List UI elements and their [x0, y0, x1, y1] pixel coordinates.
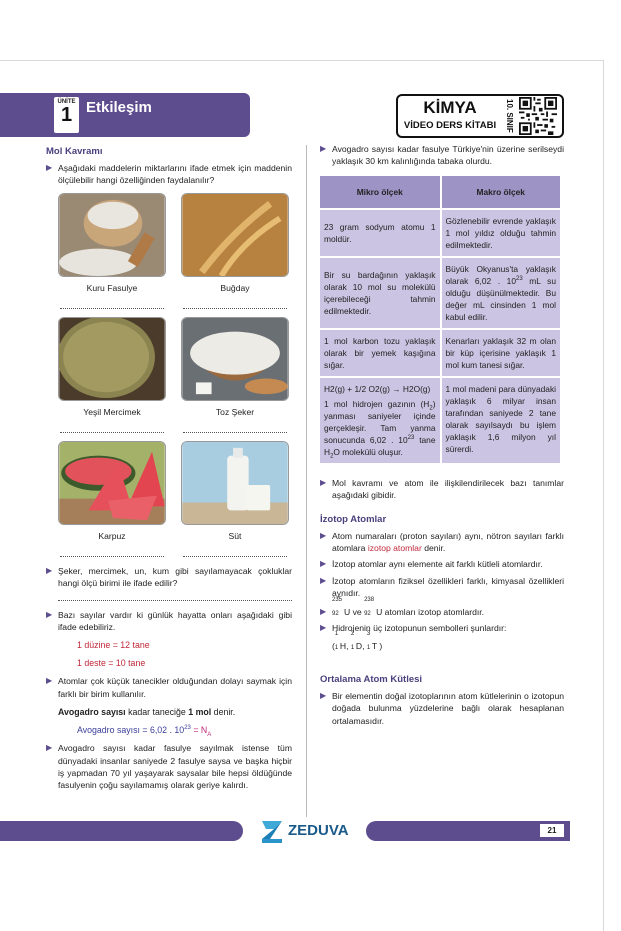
isotope-point-2: [320, 558, 564, 570]
answer-line[interactable]: [60, 308, 164, 309]
image-grid: [58, 193, 292, 565]
image-bugday: [181, 193, 289, 277]
isotope-point-4: ▶ 235 92 U ve 238 92 U atomları izotop atomlardır.: [320, 600, 564, 622]
table-row: [320, 257, 561, 329]
def-bold-mol: 1 mol: [188, 707, 212, 718]
grid-item: [181, 317, 289, 441]
paragraph-beans-text: Avogadro sayısı kadar fasulye sayılmak istense tüm dünyadaki insanlar saniyede 2 fasulye saysa ve başka hiçbir iş yapmadan 70 yıl yaşayarak saysalar bile hepsi öldüğünde fasulyenin çoğu sayılamamış olarak geriye kalırdı.: [58, 743, 292, 791]
uranium-235: 235 92: [332, 596, 343, 617]
question-1: [46, 162, 292, 187]
zeduva-logo: [258, 818, 358, 844]
caption-sut: Süt: [228, 530, 242, 541]
logo-text: ZEDUVA: [288, 822, 349, 839]
cell-text-d: O molekülü oluşur.: [333, 446, 403, 457]
image-toz-seker: [181, 317, 289, 401]
section-title-mol: Mol Kavramı: [46, 146, 103, 157]
avogadro-sub: A: [207, 732, 212, 738]
bullet-icon: ▶: [320, 606, 327, 616]
answer-line[interactable]: [58, 600, 292, 601]
bullet-icon: ▶: [46, 743, 53, 753]
grid-item: [181, 441, 289, 565]
grid-item: [58, 193, 166, 317]
qr-code-icon[interactable]: [518, 97, 558, 135]
iso1-highlight: izotop atomlar: [367, 543, 422, 554]
table-header-row: [320, 176, 561, 209]
answer-line[interactable]: [183, 432, 287, 433]
bullet-icon: ▶: [320, 575, 327, 585]
answer-line[interactable]: [183, 556, 287, 557]
header-makro: Makro ölçek: [441, 176, 562, 209]
bullet-icon: ▶: [320, 691, 327, 701]
unit-number: 1: [60, 104, 73, 126]
table-row: [320, 329, 561, 377]
cell-text-c: tane H: [324, 434, 436, 457]
iso4-tail: atomları izotop atomlardır.: [382, 606, 485, 617]
isotope-point-3: [320, 575, 564, 600]
equation-duzine: 1 düzine = 12 tane: [77, 640, 150, 651]
cell-exponent: 23: [407, 435, 415, 442]
header-mikro: Mikro ölçek: [320, 176, 441, 209]
brand-box: [396, 94, 564, 138]
cell-text-a: Büyük Okyanus'ta yaklaşık olarak 6,02 . 10: [445, 263, 556, 286]
left-column: [46, 146, 292, 792]
table-cell: 1 mol karbon tozu yaklaşık olarak bir yemek kaşığına sığar.: [320, 329, 441, 377]
image-karpuz: [58, 441, 166, 525]
bullet-icon: ▶: [46, 609, 53, 619]
avogadro-exponent: 23: [184, 725, 191, 732]
question-2: [46, 565, 292, 590]
paragraph-turkey: [320, 143, 564, 168]
grid-item: [58, 317, 166, 441]
answer-line[interactable]: [60, 556, 164, 557]
paragraph-definitions: [320, 477, 564, 502]
table-row: [320, 209, 561, 257]
def-end: denir.: [211, 707, 236, 718]
avogadro-equation: [46, 724, 292, 736]
unit-word: ÜNİTE: [57, 99, 76, 105]
table-cell: 1 mol madeni para dünyadaki yaklaşık 6 milyar insan tarafından saniyede 2 tane olarak sayılsaydı bu işlem yaklaşık 1,6 milyon yıl sürerdi.: [441, 377, 562, 464]
image-sut: [181, 441, 289, 525]
caption-karpuz: Karpuz: [98, 530, 126, 541]
bullet-icon: ▶: [46, 163, 53, 172]
table-cell: Gözlenebilir evrende yaklaşık 1 mol yıldız olduğu tahmin edilmektedir.: [441, 209, 562, 257]
isotope-point-1: [320, 530, 564, 555]
grid-item: [58, 441, 166, 565]
paragraph-definitions-text: Mol kavramı ve atom ile ilişkilendirilecek bazı tanımlar aşağıdaki gibidir.: [332, 477, 564, 501]
right-column: [320, 143, 564, 727]
table-cell: H2(g) + 1/2 O2(g) → H2O(g) 1 mol hidrojen gazının $(H_2)$ yanması saniyeler içinde gerçekleşir. Tam yanma sonucunda 6,02 . $10^{23}$ tane $H_2O$ molekülü oluşur.: [320, 377, 441, 464]
section-title-average-mass: Ortalama Atom Kütlesi: [320, 674, 423, 686]
answer-line[interactable]: [60, 432, 164, 433]
cell-text-b: mL su olduğu düşünülmektedir. Bu değer mL cinsinden 1 mol kabul edilir.: [445, 275, 556, 322]
image-yesil-mercimek: [58, 317, 166, 401]
paragraph-beans: [46, 742, 292, 792]
paragraph-counting-text: Bazı sayılar vardır ki günlük hayatta onları aşağıdaki gibi ifade edebiliriz.: [58, 609, 292, 633]
image-kuru-fasulye: [58, 193, 166, 277]
paragraph-counting: [46, 609, 292, 634]
bullet-icon: ▶: [320, 622, 327, 632]
scale-table: [320, 176, 562, 465]
cell-exponent: 23: [515, 276, 523, 283]
def-bold-avogadro: Avogadro sayısı: [58, 707, 126, 718]
average-mass-definition: [320, 690, 564, 727]
mol-definition: [46, 706, 292, 718]
equation-deste: 1 deste = 10 tane: [77, 658, 146, 669]
cell-text-a: 1 mol hidrojen gazının (H: [324, 398, 430, 409]
unit-badge: [54, 97, 79, 133]
brand-subtitle: VİDEO DERS KİTABI: [403, 120, 497, 131]
caption-yesil-mercimek: Yeşil Mercimek: [83, 406, 141, 417]
page-number: 21: [540, 824, 564, 837]
iso4-ve: ve: [350, 606, 365, 617]
brand-grade: 10. SINIF: [505, 99, 514, 133]
avogadro-eq: = N: [190, 725, 208, 736]
bullet-icon: ▶: [320, 477, 327, 487]
def-mid: kadar taneciğe: [125, 707, 189, 718]
table-cell: [441, 257, 562, 329]
bullet-icon: ▶: [46, 676, 53, 686]
table-cell: Kenarları yaklaşık 32 m olan bir küp içerisine yaklaşık 1 mol kum tanesi sığar.: [441, 329, 562, 377]
section-title-izotop: İzotop Atomlar: [320, 513, 387, 525]
iso2-text: İzotop atomlar aynı elemente ait farklı kütleli atomlardır.: [332, 559, 543, 570]
table-cell: 23 gram sodyum atomu 1 moldür.: [320, 209, 441, 257]
avg-text: Bir elementin doğal izotoplarının atom kütlelerinin o izotopun doğada bulunma yüzdelerine bağlı olarak hesaplanan ortalamasıdır.: [332, 691, 564, 726]
cell-text-b: ) yanması saniyeler içinde gerçekleşir. Tam yanma sonucunda 6,02 . 10: [324, 398, 436, 445]
paragraph-turkey-text: Avogadro sayısı kadar fasulye Türkiye'nin üzerine serilseydi yaklaşık 30 km kalınlığında tabaka olurdu.: [332, 144, 564, 167]
table-cell: Bir su bardağının yaklaşık olarak 10 mol su molekülü içerebileceği tahmin edilmektedir.: [320, 257, 441, 329]
caption-kuru-fasulye: Kuru Fasulye: [86, 282, 138, 293]
unit-title: Etkileşim: [86, 99, 152, 116]
paragraph-atoms-text: Atomlar çok küçük tanecikler olduğundan dolayı saymak için farklı bir birim kullanılır.: [58, 676, 292, 699]
avogadro-label: Avogadro sayısı = 6,02 . 10: [77, 725, 185, 736]
grid-item: [181, 193, 289, 317]
combustion-equation: H2(g) + 1/2 O2(g) → H2O(g): [324, 383, 431, 394]
bullet-icon: ▶: [320, 530, 327, 540]
iso3-text: İzotop atomların fiziksel özellikleri farklı, kimyasal özellikleri aynıdır.: [332, 575, 564, 599]
caption-bugday: Buğday: [220, 282, 250, 293]
zeduva-logo-icon: [260, 818, 286, 844]
question-1-text: Aşağıdaki maddelerin miktarlarını ifade etmek için maddenin ölçülebilir hangi özelliğinden faydalanılır?: [58, 163, 292, 186]
caption-toz-seker: Toz Şeker: [215, 406, 255, 417]
brand-title: KİMYA: [423, 98, 477, 117]
bullet-icon: ▶: [320, 559, 327, 569]
uranium-238: 238 92: [364, 596, 375, 617]
answer-line[interactable]: [183, 308, 287, 309]
paragraph-atoms: [46, 675, 292, 700]
footer-bar-left: [0, 821, 243, 841]
hydrogen-isotopes: ( 1 1 H, 2 1 D, 3 1 T ): [332, 631, 383, 652]
column-divider: [306, 145, 307, 817]
bullet-icon: ▶: [46, 565, 53, 575]
iso1-b: denir.: [421, 543, 446, 554]
iso1-a: Atom numaraları (proton sayıları) aynı, nötron sayıları farklı atomlara: [332, 530, 564, 554]
question-2-text: Şeker, mercimek, un, kum gibi sayılamayacak çokluklar hangi ölçü birimi ile ifade edilir?: [58, 565, 292, 589]
table-row: [320, 377, 561, 464]
iso5-text: Hidrojenin üç izotopunun sembolleri şunlardır:: [332, 622, 507, 633]
bullet-icon: ▶: [320, 144, 327, 153]
isotope-point-5: [320, 622, 564, 634]
